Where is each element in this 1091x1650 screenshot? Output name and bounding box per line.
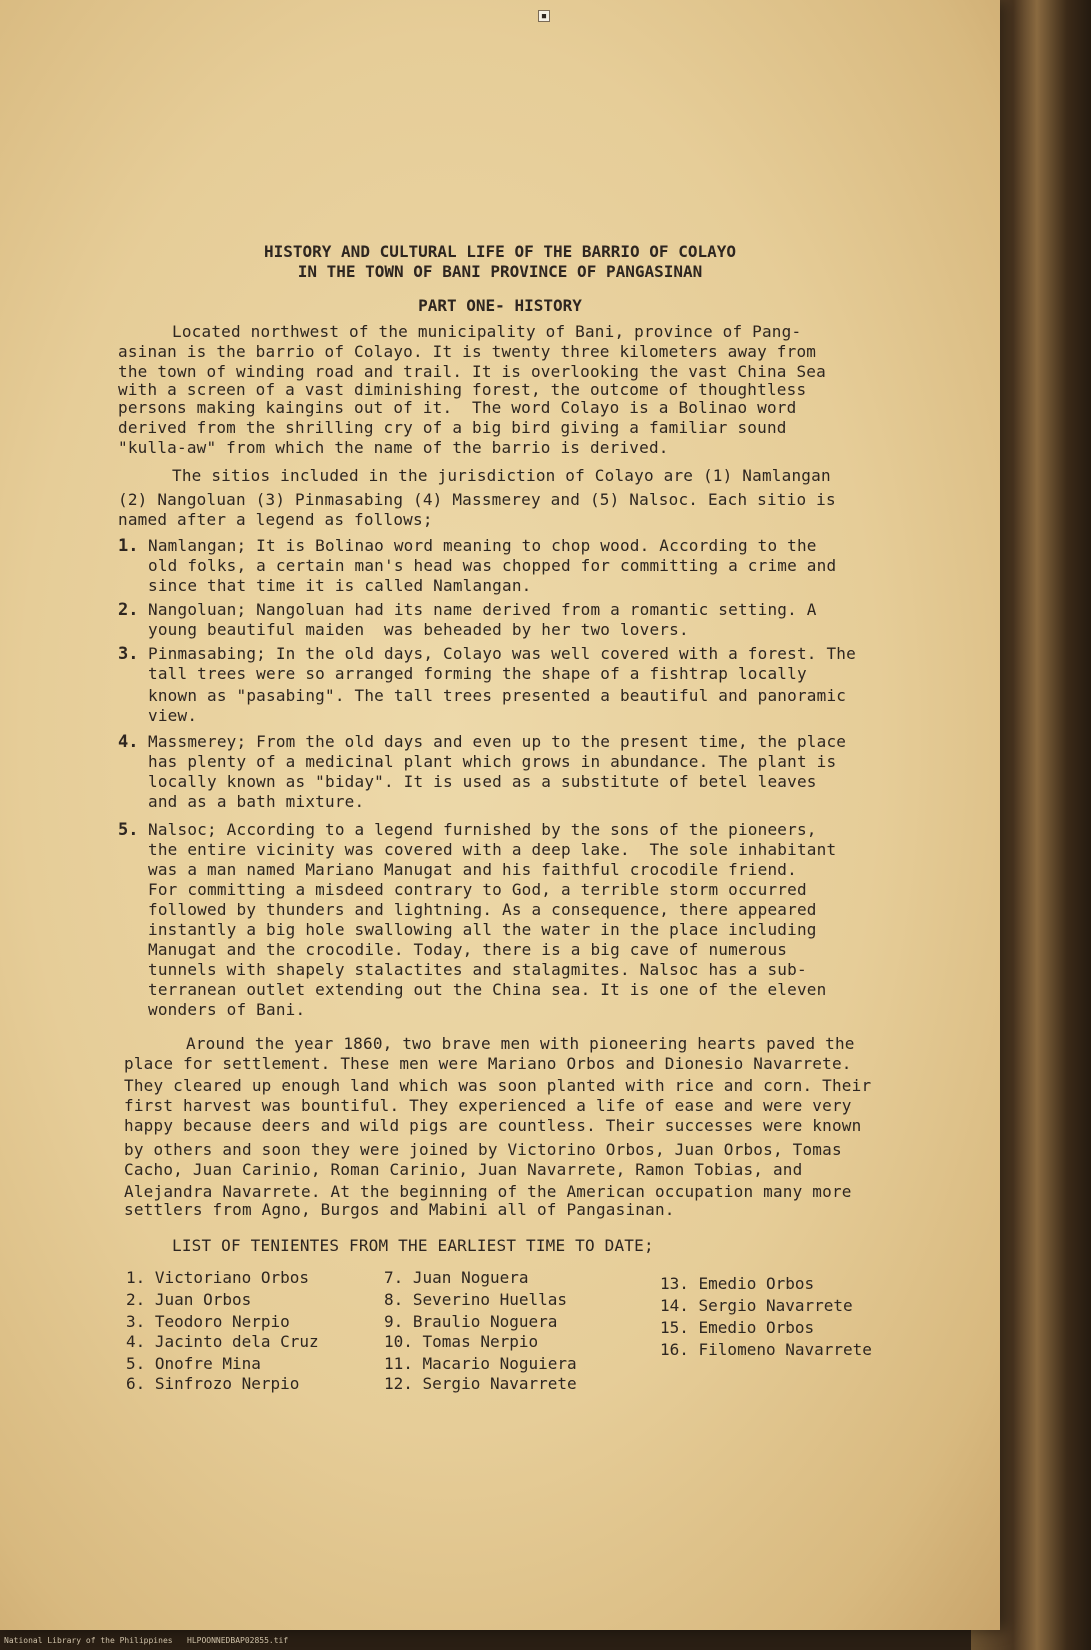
settlement-line: settlers from Agno, Burgos and Mabini all of Pangasinan. <box>124 1200 675 1219</box>
sitio-line: Manugat and the crocodile. Today, there is a big cave of numerous <box>148 940 788 959</box>
sitio-line: tall trees were so arranged forming the shape of a fishtrap locally <box>148 664 807 683</box>
part-heading: PART ONE- HISTORY <box>418 296 582 315</box>
intro-line: with a screen of a vast diminishing forest, the outcome of thoughtless <box>118 380 807 399</box>
settlement-line: They cleared up enough land which was soon planted with rice and corn. Their <box>124 1076 872 1095</box>
settlement-line: Around the year 1860, two brave men with pioneering hearts paved the <box>186 1034 855 1053</box>
sitio-line: the entire vicinity was covered with a deep lake. The sole inhabitant <box>148 840 837 859</box>
teniente-item: 6. Sinfrozo Nerpio <box>126 1374 300 1393</box>
sitio-line: has plenty of a medicinal plant which grows in abundance. The plant is <box>148 752 837 771</box>
title-line-1: HISTORY AND CULTURAL LIFE OF THE BARRIO OF COLAYO <box>263 242 736 261</box>
sitio-line: wonders of Bani. <box>148 1000 306 1019</box>
sitio-line: view. <box>148 706 198 725</box>
sitio-line: known as "pasabing". The tall trees presented a beautiful and panoramic <box>148 686 847 705</box>
settlement-line: happy because deers and wild pigs are countless. Their successes were known <box>124 1116 862 1135</box>
sitios-intro-line: named after a legend as follows; <box>118 510 433 529</box>
title-line-2: IN THE TOWN OF BANI PROVINCE OF PANGASINAN <box>297 262 703 281</box>
settlement-line: first harvest was bountiful. They experienced a life of ease and were very <box>124 1096 852 1115</box>
teniente-item: 5. Onofre Mina <box>126 1354 261 1373</box>
sitio-line: tunnels with shapely stalactites and stalagmites. Nalsoc has a sub- <box>148 960 807 979</box>
scan-footer: National Library of the Philippines HLPOONNEDBAP02855.tif <box>4 1636 289 1645</box>
sitio-line: old folks, a certain man's head was chopped for committing a crime and <box>148 556 837 575</box>
settlement-line: place for settlement. These men were Mariano Orbos and Dionesio Navarrete. <box>124 1054 852 1073</box>
sitio-line: Massmerey; From the old days and even up to the present time, the place <box>148 732 847 751</box>
scan-marker-icon: ■ <box>538 10 550 22</box>
sitio-number: 4. <box>118 732 139 752</box>
teniente-item: 16. Filomeno Navarrete <box>660 1340 872 1359</box>
sitio-number: 3. <box>118 644 139 664</box>
teniente-item: 10. Tomas Nerpio <box>384 1332 539 1351</box>
sitio-line: For committing a misdeed contrary to God, a terrible storm occurred <box>148 880 807 899</box>
teniente-item: 11. Macario Noguiera <box>384 1354 577 1373</box>
tenientes-heading: LIST OF TENIENTES FROM THE EARLIEST TIME TO DATE; <box>172 1236 654 1255</box>
sitio-line: Namlangan; It is Bolinao word meaning to chop wood. According to the <box>148 536 817 555</box>
teniente-item: 12. Sergio Navarrete <box>384 1374 577 1393</box>
sitio-number: 2. <box>118 600 139 620</box>
intro-line: the town of winding road and trail. It is overlooking the vast China Sea <box>118 362 826 381</box>
intro-line: asinan is the barrio of Colayo. It is twenty three kilometers away from <box>118 342 817 361</box>
sitio-line: followed by thunders and lightning. As a consequence, there appeared <box>148 900 817 919</box>
sitio-line: and as a bath mixture. <box>148 792 365 811</box>
teniente-item: 8. Severino Huellas <box>384 1290 568 1309</box>
settlement-line: Cacho, Juan Carinio, Roman Carinio, Juan Navarrete, Ramon Tobias, and <box>124 1160 803 1179</box>
intro-line: derived from the shrilling cry of a big bird giving a familiar sound <box>118 418 787 437</box>
teniente-item: 3. Teodoro Nerpio <box>126 1312 290 1331</box>
teniente-item: 15. Emedio Orbos <box>660 1318 815 1337</box>
sitio-number: 5. <box>118 820 139 840</box>
sitio-line: instantly a big hole swallowing all the water in the place including <box>148 920 817 939</box>
teniente-item: 13. Emedio Orbos <box>660 1274 815 1293</box>
teniente-item: 1. Victoriano Orbos <box>126 1268 310 1287</box>
teniente-item: 14. Sergio Navarrete <box>660 1296 853 1315</box>
sitio-line: Nangoluan; Nangoluan had its name derived from a romantic setting. A <box>148 600 817 619</box>
sitio-line: terranean outlet extending out the China sea. It is one of the eleven <box>148 980 827 999</box>
sitio-line: Pinmasabing; In the old days, Colayo was well covered with a forest. The <box>148 644 856 663</box>
sitio-line: locally known as "biday". It is used as a substitute of betel leaves <box>148 772 817 791</box>
sitio-line: since that time it is called Namlangan. <box>148 576 532 595</box>
sitio-number: 1. <box>118 536 139 556</box>
settlement-line: Alejandra Navarrete. At the beginning of the American occupation many more <box>124 1182 852 1201</box>
teniente-item: 7. Juan Noguera <box>384 1268 529 1287</box>
sitios-intro-line: The sitios included in the jurisdiction of Colayo are (1) Namlangan <box>172 466 831 485</box>
sitios-intro-line: (2) Nangoluan (3) Pinmasabing (4) Massmerey and (5) Nalsoc. Each sitio is <box>118 490 836 509</box>
sitio-line: young beautiful maiden was beheaded by her two lovers. <box>148 620 689 639</box>
teniente-item: 2. Juan Orbos <box>126 1290 252 1309</box>
sitio-line: Nalsoc; According to a legend furnished by the sons of the pioneers, <box>148 820 817 839</box>
sitio-line: was a man named Mariano Manugat and his faithful crocodile friend. <box>148 860 797 879</box>
intro-line: Located northwest of the municipality of Bani, province of Pang- <box>172 322 802 341</box>
intro-line: persons making kaingins out of it. The word Colayo is a Bolinao word <box>118 398 797 417</box>
intro-line: "kulla-aw" from which the name of the barrio is derived. <box>118 438 669 457</box>
teniente-item: 4. Jacinto dela Cruz <box>126 1332 319 1351</box>
teniente-item: 9. Braulio Noguera <box>384 1312 558 1331</box>
settlement-line: by others and soon they were joined by Victorino Orbos, Juan Orbos, Tomas <box>124 1140 842 1159</box>
